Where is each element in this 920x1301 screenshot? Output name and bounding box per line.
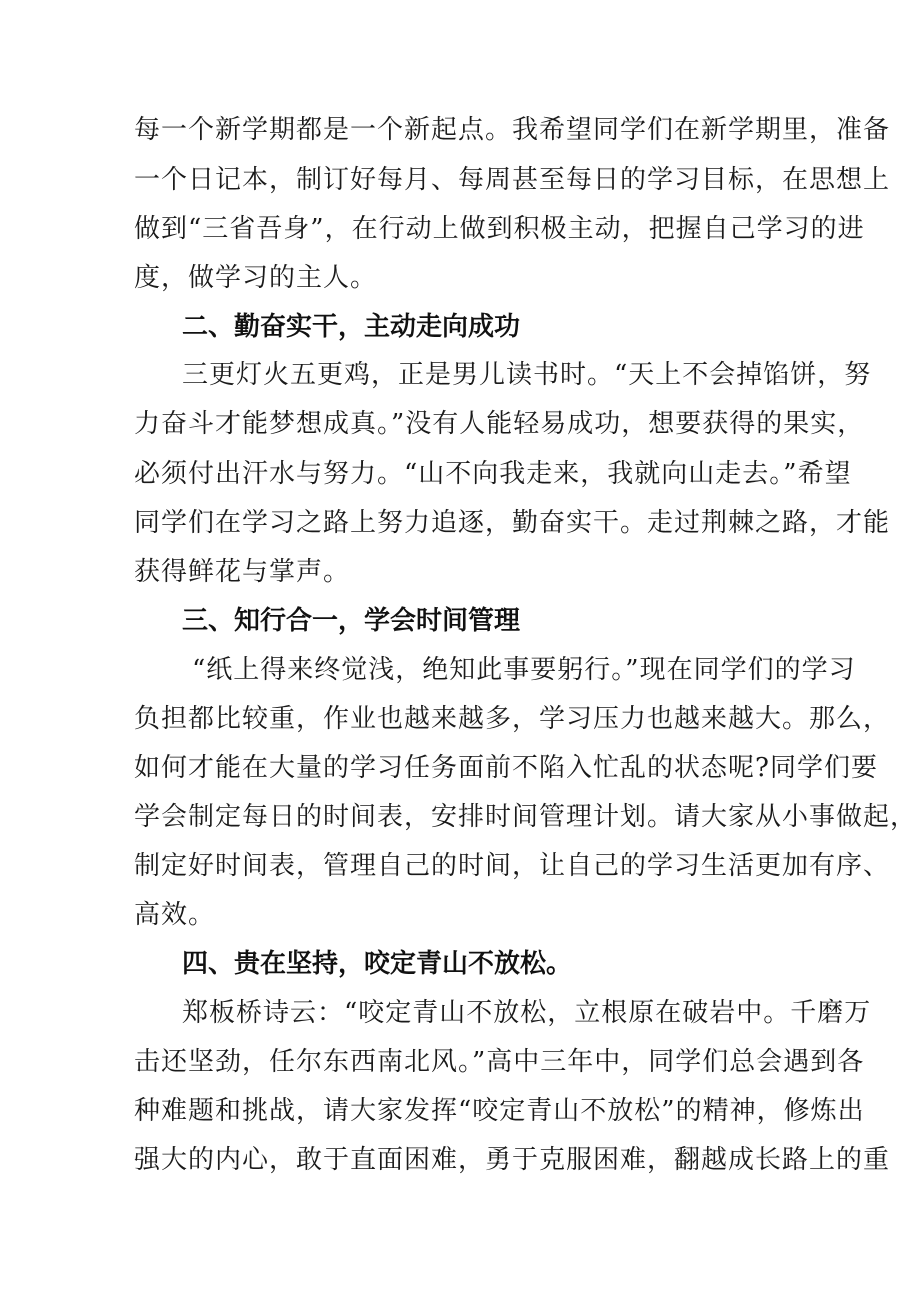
paragraph-line: 力奋斗才能梦想成真。”没有人能轻易成功，想要获得的果实，	[134, 409, 865, 439]
section-heading-2: 二、勤奋实干，主动走向成功	[182, 312, 521, 342]
paragraph-line: 同学们在学习之路上努力追逐，勤奋实干。走过荆棘之路，才能	[134, 508, 891, 538]
paragraph-line: 高效。	[134, 900, 216, 930]
paragraph-line: 种难题和挑战，请大家发挥“咬定青山不放松”的精神，修炼出	[134, 1096, 865, 1126]
paragraph-line: 学会制定每日的时间表，安排时间管理计划。请大家从小事做起，	[134, 802, 918, 832]
section-heading-3: 三、知行合一，学会时间管理	[182, 606, 521, 636]
paragraph-line: 每一个新学期都是一个新起点。我希望同学们在新学期里，准备	[134, 115, 891, 145]
paragraph-line: 强大的内心，敢于直面困难，勇于克服困难，翻越成长路上的重	[134, 1145, 891, 1175]
paragraph-line: 负担都比较重，作业也越来越多，学习压力也越来越大。那么，	[134, 704, 891, 734]
section-heading-4: 四、贵在坚持，咬定青山不放松。	[182, 949, 573, 979]
paragraph-line: 击还坚劲，任尔东西南北风。”高中三年中，同学们总会遇到各	[134, 1047, 865, 1077]
paragraph-line: 如何才能在大量的学习任务面前不陷入忙乱的状态呢?同学们要	[134, 753, 878, 783]
paragraph-line: “纸上得来终觉浅，绝知此事要躬行。”现在同学们的学习	[192, 655, 856, 685]
paragraph-line: 度，做学习的主人。	[134, 263, 378, 293]
paragraph-line: 郑板桥诗云：“咬定青山不放松，立根原在破岩中。千磨万	[182, 998, 872, 1028]
paragraph-line: 必须付出汗水与努力。“山不向我走来，我就向山走去。”希望	[134, 459, 852, 489]
paragraph-line: 做到“三省吾身”，在行动上做到积极主动，把握自己学习的进	[134, 214, 865, 244]
paragraph-line: 制定好时间表，管理自己的时间，让自己的学习生活更加有序、	[134, 851, 891, 881]
paragraph-line: 三更灯火五更鸡，正是男儿读书时。“天上不会掉馅饼，努	[182, 360, 872, 390]
paragraph-line: 获得鲜花与掌声。	[134, 557, 351, 587]
paragraph-line: 一个日记本，制订好每月、每周甚至每日的学习目标，在思想上	[134, 165, 891, 195]
